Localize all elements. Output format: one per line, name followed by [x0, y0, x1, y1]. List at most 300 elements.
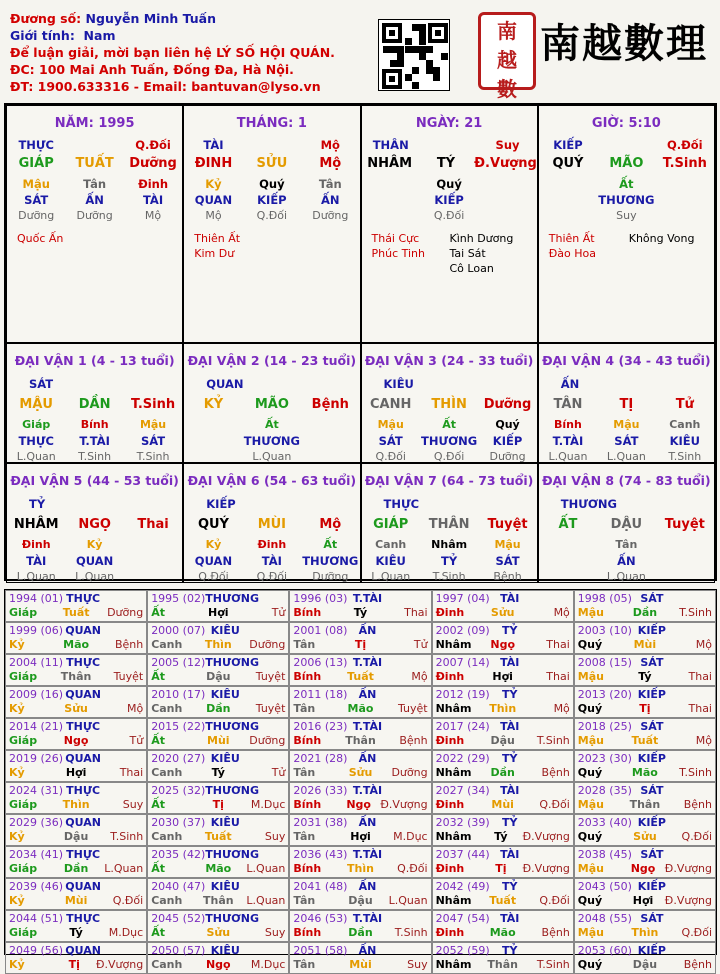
dai-van-title: ĐẠI VẬN 3 (24 - 33 tuổi) [364, 353, 534, 368]
year-cell [5, 782, 147, 814]
cell-text: Mộ [320, 138, 340, 152]
year-branch: Dần [632, 606, 658, 619]
year-row-top [578, 592, 712, 606]
year-branch: Tị [212, 798, 224, 811]
year-label: 2003 (10) [577, 624, 632, 637]
year-god: ẤN [358, 752, 377, 765]
year-phase: Q.Đối [681, 830, 712, 843]
pillar-row [539, 176, 714, 192]
cell-text: Q.Đối [256, 209, 288, 222]
cell-text: Dưỡng [483, 397, 532, 412]
notes-left [549, 231, 596, 261]
pillar-title: THÁNG: 1 [236, 116, 307, 131]
year-stem: Quý [577, 958, 603, 971]
year-label: 1994 (01) [9, 592, 64, 605]
year-stem: Nhâm [435, 702, 472, 715]
cell-text: Mộ [319, 517, 342, 532]
year-row-top [436, 784, 570, 798]
year-stem: Mậu [577, 606, 604, 619]
cell-text: Ất [442, 418, 456, 431]
year-stem: Quý [577, 766, 603, 779]
year-label: 2027 (34) [435, 784, 490, 797]
year-row-bottom [9, 702, 143, 716]
qr-finder [382, 23, 402, 43]
dai-van-top: KIẾP [206, 497, 236, 511]
cell-text: THÂN [428, 517, 470, 532]
year-god: THƯƠNG [205, 848, 260, 861]
year-god: THƯƠNG [205, 784, 260, 797]
year-branch: Thìn [62, 798, 90, 811]
year-phase: Đ.Vượng [522, 862, 570, 875]
year-god: TÀI [500, 912, 520, 925]
year-row-bottom [436, 958, 570, 972]
year-row-bottom [9, 798, 143, 812]
cell-text: Q.Đối [433, 209, 465, 222]
year-row-top [293, 784, 427, 798]
year-cell [432, 846, 574, 878]
pillar-row [7, 433, 182, 449]
year-stem: Giáp [9, 862, 38, 875]
pillar-title: GIỜ: 5:10 [591, 116, 661, 131]
pillar-row [184, 537, 359, 553]
year-branch: Sửu [348, 766, 373, 779]
year-cell [289, 782, 431, 814]
year-stem: Canh [151, 702, 183, 715]
cell-text: Tuyệt [664, 517, 705, 532]
cell-text [124, 537, 182, 553]
year-cell [574, 910, 716, 942]
cell-text: THÌN [431, 397, 467, 412]
pillar-row [539, 433, 714, 449]
qr-module [397, 46, 404, 53]
cell-text [478, 176, 536, 192]
year-label: 2005 (12) [151, 656, 206, 669]
cell-text: Ất [619, 177, 634, 191]
year-cell [147, 750, 289, 782]
year-god: T.TÀI [352, 912, 383, 925]
year-stem: Giáp [9, 926, 38, 939]
year-label: 2014 (21) [9, 720, 64, 733]
year-row-bottom [9, 766, 143, 780]
pillar-row [184, 417, 359, 433]
year-label: 2041 (48) [293, 880, 348, 893]
year-god: SÁT [640, 912, 664, 925]
year-cell [147, 686, 289, 718]
note: Cô Loan [449, 262, 494, 275]
year-cell [574, 878, 716, 910]
note: Kình Dương [449, 232, 514, 245]
year-label: 2022 (29) [435, 752, 490, 765]
cell-text: MÙI [257, 517, 287, 532]
cell-text: TUẤT [75, 156, 114, 171]
year-stem: Tân [293, 766, 316, 779]
year-phase: Mộ [411, 670, 428, 683]
year-cell [147, 622, 289, 654]
year-phase: Đ.Vượng [380, 798, 428, 811]
year-phase: Bệnh [683, 798, 712, 811]
cell-text: TÀI [26, 554, 47, 568]
dai-van-title: ĐẠI VẬN 6 (54 - 63 tuổi) [187, 473, 357, 488]
cell-text: T.Sinh [130, 397, 176, 412]
qr-module [426, 60, 433, 67]
year-phase: Mộ [553, 702, 570, 715]
year-label: 2002 (09) [435, 624, 490, 637]
dai-van-top: TỶ [29, 497, 46, 511]
year-stem: Giáp [9, 798, 38, 811]
year-label: 2021 (28) [293, 752, 348, 765]
year-phase: Đ.Vượng [96, 958, 144, 971]
qr-module [426, 67, 433, 74]
year-phase: T.Sinh [679, 606, 712, 619]
year-stem: Kỷ [9, 702, 25, 715]
year-phase: Bệnh [399, 734, 428, 747]
calligraphy-logo: 南越數理 [540, 20, 708, 67]
year-stem: Kỷ [9, 958, 25, 971]
cell-text: Thai [137, 517, 169, 532]
year-branch: Mão [63, 638, 90, 651]
year-row-bottom [151, 830, 285, 844]
year-row-top [293, 880, 427, 894]
year-branch: Sửu [633, 830, 657, 843]
pillar-1 [6, 105, 183, 343]
cell-text [539, 176, 597, 192]
cell-text: Dưỡng [76, 209, 113, 222]
cell-text: Mậu [377, 418, 404, 431]
year-stem: Quý [577, 894, 603, 907]
year-branch: Thân [60, 670, 92, 683]
cell-text: QUAN [75, 554, 114, 568]
year-row-bottom [578, 958, 712, 972]
year-row-bottom [578, 670, 712, 684]
cell-text: Đinh [21, 538, 51, 551]
year-stem: Canh [151, 766, 183, 779]
year-label: 2044 (51) [9, 912, 64, 925]
year-phase: Suy [264, 926, 286, 939]
cell-text: Q.Đối [256, 570, 288, 583]
year-row-top [151, 624, 285, 638]
year-row-bottom [436, 638, 570, 652]
cell-text: THƯƠNG [421, 434, 478, 448]
cell-text: Ất [264, 418, 279, 431]
pillar-2 [183, 105, 360, 343]
year-label: 2029 (36) [9, 816, 64, 829]
pillar-row [362, 553, 537, 569]
year-cell [147, 942, 289, 974]
year-row-top [578, 848, 712, 862]
qr-module [412, 82, 419, 89]
year-row-bottom [9, 926, 143, 940]
year-label: 2042 (49) [435, 880, 490, 893]
cell-text: SÁT [24, 193, 49, 207]
year-cell [5, 750, 147, 782]
year-phase: Q.Đối [539, 798, 570, 811]
year-stem: Tân [293, 958, 316, 971]
year-branch: Sửu [206, 926, 231, 939]
year-cell [432, 878, 574, 910]
note: Thái Cực [371, 232, 420, 245]
cell-text: Quý [436, 177, 462, 191]
cell-text: Mộ [144, 209, 162, 222]
year-cell [574, 654, 716, 686]
cell-text: Mậu [139, 418, 167, 431]
year-row-top [9, 784, 143, 798]
year-phase: T.Sinh [536, 734, 570, 747]
cell-text: Q.Đối [666, 138, 703, 152]
cell-text: QUÝ [552, 156, 584, 171]
year-stem: Đinh [435, 926, 465, 939]
pillar-row [362, 176, 537, 192]
cell-text: MÃO [254, 397, 289, 412]
dai-van-7 [361, 463, 538, 583]
year-phase: T.Sinh [679, 766, 712, 779]
cell-text: Tử [675, 397, 694, 412]
pillar-row [539, 208, 714, 224]
year-row-bottom [293, 702, 427, 716]
cell-text [124, 553, 182, 569]
note: Quốc Ấn [17, 232, 64, 245]
year-stem: Giáp [9, 734, 38, 747]
year-cell [5, 846, 147, 878]
year-stem: Canh [151, 638, 183, 651]
pillar-title: NĂM: 1995 [54, 116, 135, 131]
year-label: 2009 (16) [9, 688, 64, 701]
year-row-bottom [578, 926, 712, 940]
year-row-top [151, 720, 285, 734]
year-row-bottom [9, 670, 143, 684]
year-row-top [436, 624, 570, 638]
year-cell [289, 750, 431, 782]
year-label: 2036 (43) [293, 848, 348, 861]
year-row-top [293, 816, 427, 830]
year-row-top [151, 880, 285, 894]
year-stem: Đinh [435, 798, 465, 811]
year-row-bottom [293, 766, 427, 780]
year-row-bottom [578, 606, 712, 620]
year-row-top [151, 656, 285, 670]
year-label: 2028 (35) [577, 784, 632, 797]
year-stem: Canh [151, 894, 183, 907]
year-label: 2032 (39) [435, 816, 490, 829]
cell-text: KỶ [203, 397, 224, 412]
year-row-top [293, 752, 427, 766]
year-row-top [151, 752, 285, 766]
year-god: KIÊU [210, 624, 240, 637]
year-stem: Ất [151, 734, 165, 747]
year-label: 2001 (08) [293, 624, 348, 637]
qr-module [419, 38, 426, 45]
year-row-bottom [151, 606, 285, 620]
cell-text [656, 537, 714, 553]
pillar-row [362, 137, 537, 153]
owner-name: Nguyễn Minh Tuấn [85, 11, 216, 26]
year-label: 2026 (33) [293, 784, 348, 797]
cell-text: Canh [669, 418, 701, 431]
year-row-bottom [293, 862, 427, 876]
qr-module [412, 24, 419, 31]
year-god: THƯƠNG [205, 912, 260, 925]
year-branch: Thân [487, 958, 518, 971]
cell-text: Suy [495, 138, 520, 152]
dai-van-4 [538, 343, 715, 463]
year-phase: Tử [413, 638, 428, 651]
year-row-bottom [293, 734, 427, 748]
cell-text: L.Quan [16, 450, 56, 463]
year-stem: Nhâm [435, 894, 472, 907]
year-row-bottom [436, 798, 570, 812]
year-stem: Mậu [577, 734, 604, 747]
year-cell [574, 686, 716, 718]
qr-code-icon [378, 19, 450, 91]
year-god: SÁT [640, 656, 664, 669]
cell-text: KIÊU [669, 434, 700, 448]
year-cell [432, 686, 574, 718]
cell-text: NHÂM [367, 156, 413, 171]
year-stem: Kỷ [9, 830, 25, 843]
cell-text: Bính [554, 418, 582, 431]
cell-text [597, 137, 655, 153]
year-stem: Mậu [577, 798, 604, 811]
year-label: 1998 (05) [577, 592, 632, 605]
dai-van-title: ĐẠI VẬN 4 (34 - 43 tuổi) [542, 353, 711, 368]
year-cell [574, 590, 716, 622]
year-label: 2012 (19) [435, 688, 490, 701]
pillar-row [362, 537, 537, 553]
cell-text: Kỷ [86, 538, 103, 551]
cell-text [656, 192, 714, 208]
year-cell [147, 846, 289, 878]
year-row-top [436, 944, 570, 958]
year-row-top [436, 880, 570, 894]
year-row-bottom [151, 958, 285, 972]
dai-van-title: ĐẠI VẬN 1 (4 - 13 tuổi) [14, 353, 175, 368]
year-cell [289, 654, 431, 686]
dai-van-top: KIÊU [383, 377, 414, 391]
cell-text: L.Quan [16, 570, 56, 583]
dai-van-title: ĐẠI VẬN 7 (64 - 73 tuổi) [364, 473, 534, 488]
year-phase: Tuyệt [255, 702, 286, 715]
year-cell [289, 878, 431, 910]
cell-text: L.Quan [371, 570, 411, 583]
qr-finder [382, 69, 402, 89]
year-stem: Ất [151, 670, 165, 683]
year-phase: Thai [688, 670, 712, 683]
cell-text [301, 417, 359, 433]
qr-module [433, 74, 440, 81]
year-phase: Thai [546, 638, 570, 651]
year-god: TỶ [501, 880, 518, 893]
year-branch: Tuất [631, 734, 659, 747]
year-label: 1999 (06) [9, 624, 64, 637]
year-god: TÀI [500, 784, 520, 797]
year-row-top [436, 912, 570, 926]
cell-text: TỶ [441, 554, 458, 568]
cell-text: Quý [495, 418, 520, 431]
year-row-top [293, 944, 427, 958]
year-god: KIÊU [210, 816, 240, 829]
year-phase: Tuyệt [113, 670, 144, 683]
cell-text: Kỷ [205, 538, 222, 551]
year-cell [574, 750, 716, 782]
cell-text: SỬU [256, 156, 288, 171]
qr-module [441, 53, 448, 60]
year-branch: Mão [631, 766, 658, 779]
year-branch: Tuất [489, 894, 517, 907]
pillar-row [7, 192, 182, 208]
year-label: 2007 (14) [435, 656, 490, 669]
pillar-row [7, 517, 182, 533]
year-god: T.TÀI [352, 720, 383, 733]
year-row-top [9, 912, 143, 926]
cell-text: KIẾP [257, 193, 287, 207]
year-phase: Tuyệt [255, 670, 286, 683]
year-row-bottom [436, 830, 570, 844]
cell-text: SÁT [614, 434, 639, 448]
pillar-row [184, 176, 359, 192]
pillar-title: NGÀY: 21 [415, 116, 483, 131]
pillar-row [362, 417, 537, 433]
cell-text: ẤN [85, 193, 104, 207]
year-branch: Hợi [350, 830, 371, 843]
dai-van-top: ẤN [560, 377, 580, 391]
year-branch: Tị [639, 702, 651, 715]
cell-text: T.Sinh [432, 570, 466, 583]
year-branch: Dậu [206, 670, 231, 683]
dai-van-3 [361, 343, 538, 463]
cell-text: T.Sinh [668, 450, 702, 463]
dai-van-1 [6, 343, 183, 463]
year-branch: Tuất [62, 606, 90, 619]
notes-left [17, 231, 63, 246]
year-label: 2010 (17) [151, 688, 206, 701]
year-row-top [578, 912, 712, 926]
cell-text: Q.Đối [198, 570, 229, 583]
year-branch: Thìn [204, 638, 232, 651]
qr-module [397, 60, 404, 67]
year-label: 1997 (04) [435, 592, 490, 605]
year-branch: Tý [494, 830, 508, 843]
year-row-bottom [151, 702, 285, 716]
year-label: 2017 (24) [435, 720, 490, 733]
year-god: T.TÀI [352, 592, 383, 605]
year-row-top [9, 944, 143, 958]
year-cell [574, 718, 716, 750]
year-stem: Canh [151, 958, 183, 971]
cell-text: THỰC [18, 434, 54, 448]
year-row-bottom [436, 606, 570, 620]
year-branch: Mùi [633, 638, 657, 651]
cell-text: TÀI [261, 554, 282, 568]
cell-text: Ất [323, 538, 338, 551]
annual-luck-table [4, 589, 717, 971]
year-row-top [578, 720, 712, 734]
year-row-top [436, 688, 570, 702]
cell-text [539, 553, 597, 569]
year-row-bottom [578, 798, 712, 812]
year-stem: Tân [293, 894, 316, 907]
year-god: TÀI [500, 656, 520, 669]
year-branch: Tuất [347, 670, 374, 683]
year-branch: Hợi [208, 606, 229, 619]
year-cell [5, 590, 147, 622]
year-cell [289, 686, 431, 718]
year-god: QUAN [65, 688, 101, 701]
year-row-bottom [578, 638, 712, 652]
year-phase: Suy [407, 958, 428, 971]
cell-text [656, 208, 714, 224]
year-row-bottom [293, 830, 427, 844]
cell-text: Mộ [205, 209, 222, 222]
note: Đào Hoa [548, 247, 596, 260]
